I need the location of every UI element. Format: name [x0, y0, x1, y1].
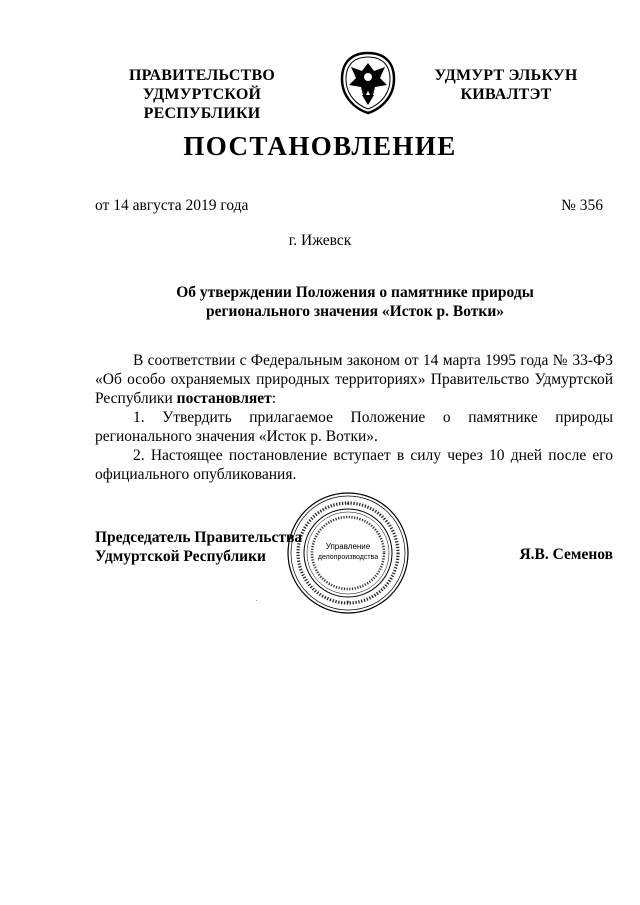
subject	[120, 283, 590, 321]
preamble-paragraph	[95, 351, 613, 408]
header-right-line2: КИВАЛТЭТ	[460, 86, 552, 103]
date-line: от 14 августа 2019 года	[95, 197, 249, 214]
city: г. Ижевск	[288, 232, 352, 249]
preamble-colon: :	[271, 390, 277, 407]
subject-line2: регионального значения «Исток р. Вотки»	[205, 303, 505, 320]
svg-text:*: *	[346, 599, 350, 607]
item-1: 1. Утвердить прилагаемое Положение о памятнике природы регионального значения «Исток р. Вотки».	[95, 409, 613, 445]
header-left	[86, 66, 318, 123]
preamble-text: В соответствии с Федеральным законом от 14 марта 1995 года № 33-ФЗ «Об особо охраняемых природных территориях» Правительство Удмуртской Республики	[95, 352, 613, 407]
subject-line1: Об утверждении Положения о памятнике природы	[176, 284, 534, 301]
official-stamp	[286, 491, 410, 615]
header-right-line1: УДМУРТ ЭЛЬКУН	[434, 67, 578, 84]
header-left-line2: УДМУРТСКОЙ РЕСПУБЛИКИ	[142, 86, 262, 122]
coat-of-arms-icon	[339, 51, 397, 115]
signatory-name: Я.В. Семенов	[519, 546, 613, 563]
signatory-position	[95, 528, 302, 566]
svg-text:*: *	[346, 501, 350, 509]
header-right	[418, 66, 594, 104]
scan-speck	[256, 600, 257, 601]
signatory-position-line1: Председатель Правительства	[95, 529, 303, 546]
document-number: № 356	[561, 197, 603, 214]
preamble-decree-word: постановляет	[176, 390, 272, 407]
signatory-position-line2: Удмуртской Республики	[95, 548, 266, 565]
header-left-line1: ПРАВИТЕЛЬСТВО	[128, 67, 276, 84]
document-title: ПОСТАНОВЛЕНИЕ	[183, 131, 457, 161]
item-2: 2. Настоящее постановление вступает в силу через 10 дней после его официального опубликования.	[95, 447, 613, 483]
stamp-center-line2: делопроизводства	[317, 554, 379, 561]
stamp-center-line1: Управление	[325, 542, 371, 551]
document-body	[95, 351, 613, 484]
